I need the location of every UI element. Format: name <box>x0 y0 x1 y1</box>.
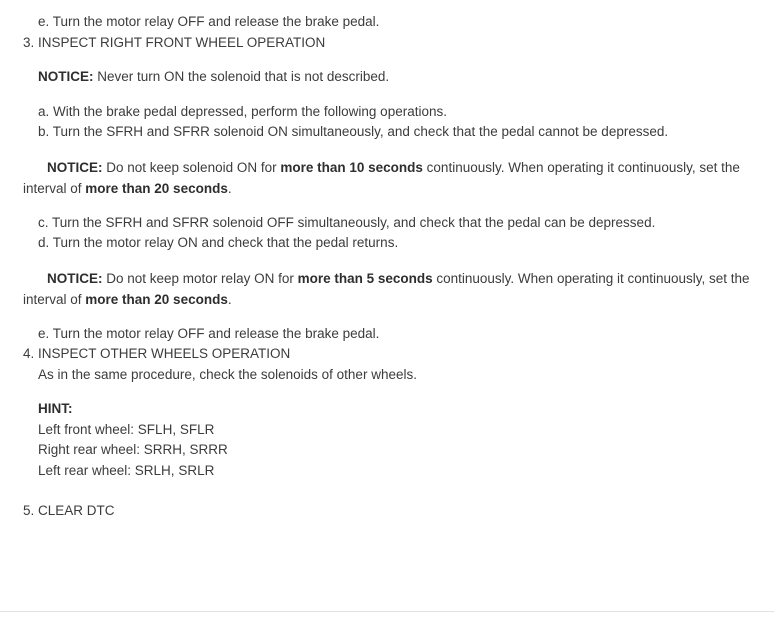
spacer <box>14 254 760 268</box>
step-5-heading: 5. CLEAR DTC <box>23 503 115 518</box>
notice-3-bold1: more than 5 seconds <box>297 270 433 286</box>
spacer <box>14 481 760 501</box>
substep-d: d. Turn the motor relay ON and check that the pedal returns. <box>38 235 399 250</box>
spacer <box>14 310 760 324</box>
notice-3-part3: . <box>227 291 232 307</box>
substep-c: c. Turn the SFRH and SFRR solenoid OFF simultaneously, and check that the pedal can be depressed. <box>38 214 656 230</box>
notice-2-bold1: more than 10 seconds <box>280 159 423 175</box>
spacer <box>14 143 760 157</box>
spacer <box>14 53 760 67</box>
notice-2-part2: continuously. When operating it continuously, set the interval of <box>23 159 744 196</box>
notice-1-text: Never turn ON the solenoid that is not described. <box>93 69 390 84</box>
step-3-heading: 3. INSPECT RIGHT FRONT WHEEL OPERATION <box>23 34 326 50</box>
notice-3-bold2: more than 20 seconds <box>85 291 228 307</box>
substep-b: b. Turn the SFRH and SFRR solenoid ON simultaneously, and check that the pedal cannot be depressed. <box>38 124 669 139</box>
notice-1 <box>14 67 760 88</box>
substep-e: e. Turn the motor relay OFF and release the brake pedal. <box>38 325 380 341</box>
notice-3-part2: continuously. When operating it continuously, set the interval of <box>23 270 754 307</box>
notice-2-label: NOTICE: <box>47 159 103 175</box>
hint-line-3: Left rear wheel: SRLH, SRLR <box>38 462 215 478</box>
spacer <box>14 199 760 213</box>
hint-label: HINT: <box>38 401 73 416</box>
notice-2-part1: Do not keep solenoid ON for <box>102 159 281 175</box>
hint-line-1: Left front wheel: SFLH, SFLR <box>38 421 215 437</box>
hint-line-2: Right rear wheel: SRRH, SRRR <box>38 442 228 457</box>
notice-2-bold2: more than 20 seconds <box>85 180 228 196</box>
notice-3-label: NOTICE: <box>47 270 103 286</box>
notice-1-label: NOTICE: <box>38 69 94 84</box>
step-4-text: As in the same procedure, check the solenoids of other wheels. <box>38 366 417 382</box>
notice-2-part3: . <box>227 180 232 196</box>
step-2e-line: e. Turn the motor relay OFF and release the brake pedal. <box>38 14 380 29</box>
notice-2 <box>14 157 760 199</box>
step-4-heading: 4. INSPECT OTHER WHEELS OPERATION <box>23 346 291 361</box>
footer-divider <box>0 611 774 612</box>
notice-3-part1: Do not keep motor relay ON for <box>102 270 298 286</box>
substep-a: a. With the brake pedal depressed, perform the following operations. <box>38 103 447 119</box>
spacer <box>14 385 760 399</box>
notice-3 <box>14 268 760 310</box>
spacer <box>14 88 760 102</box>
